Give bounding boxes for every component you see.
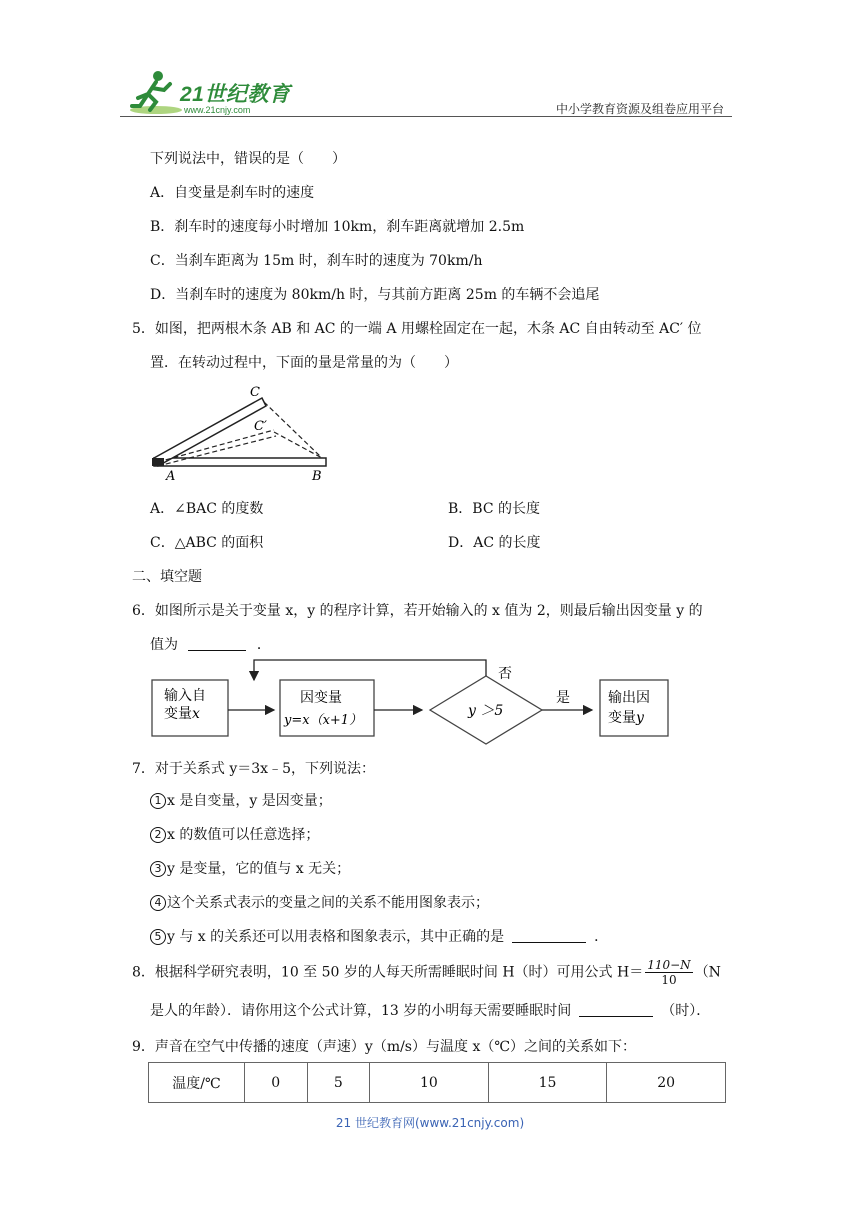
circle-number: 2 (150, 827, 166, 843)
flow-output-line2: 变量y (608, 710, 644, 726)
q8-formula-fraction: $\frac{110-N}{10}$ (647, 958, 691, 987)
q4-option-b: B．刹车时的速度每小时增加 10km，刹车距离就增加 2.5m (150, 219, 525, 235)
q5-text-line2: 置．在转动过程中，下面的量是常量的为（ ） (150, 355, 458, 371)
q6-answer-blank[interactable] (188, 637, 246, 651)
table-cell: 0 (245, 1063, 308, 1103)
table-cell: 15 (488, 1063, 607, 1103)
q6-flowchart (148, 658, 678, 748)
table-cell: 20 (607, 1063, 726, 1103)
q5-option-c: C．△ABC 的面积 (150, 535, 264, 551)
table-cell: 10 (370, 1063, 489, 1103)
platform-title: 中小学教育资源及组卷应用平台 (555, 102, 724, 116)
bolt-a (152, 458, 164, 466)
label-a: A (166, 469, 176, 484)
page-header (120, 60, 732, 122)
logo-url: www.21cnjy.com (184, 105, 251, 115)
table-cell: 5 (307, 1063, 370, 1103)
q4-option-d: D．当刹车时的速度为 80km/h 时，与其前方距离 25m 的车辆不会追尾 (150, 287, 600, 303)
q7-statement-1: 1 x 是自变量，y 是因变量； (150, 790, 332, 810)
circle-number: 1 (150, 793, 166, 809)
q8-answer-blank[interactable] (579, 1003, 653, 1017)
q6-text-line1: 6．如图所示是关于变量 x，y 的程序计算，若开始输入的 x 值为 2，则最后输出因变量 y 的 (132, 603, 703, 619)
flow-loop-arrow (254, 660, 486, 680)
flow-output-box (600, 680, 668, 736)
q7-statement-5: 5 y 与 x 的关系还可以用表格和图象表示，其中正确的是 ． (150, 926, 608, 946)
flow-yes-label: 是 (556, 690, 570, 706)
header-divider (120, 116, 732, 117)
q4-option-c: C．当刹车距离为 15m 时，刹车时的速度为 70km/h (150, 253, 483, 269)
logo-text: 21世纪教育 (180, 83, 291, 106)
flow-input-line1: 输入自 (164, 688, 206, 704)
label-b: B (312, 469, 322, 484)
q4-option-a: A．自变量是刹车时的速度 (150, 185, 315, 201)
circle-number: 3 (150, 861, 166, 877)
flow-no-label: 否 (498, 666, 512, 682)
q5-text-line1: 5．如图，把两根木条 AB 和 AC 的一端 A 用螺栓固定在一起，木条 AC 自由转动至 AC′ 位 (132, 321, 702, 337)
flow-condition-text: y ＞5 (468, 703, 504, 719)
logo (126, 68, 306, 120)
flow-output-line1: 输出因 (608, 690, 650, 706)
q5-option-a: A．∠BAC 的度数 (150, 501, 264, 517)
stick-ac (154, 398, 266, 466)
q7-statement-4: 4 这个关系式表示的变量之间的关系不能用图象表示； (150, 892, 489, 912)
q6-text-line2: 值为 ． (150, 637, 271, 653)
circle-number: 5 (150, 929, 166, 945)
flow-input-line2: 变量x (164, 706, 200, 722)
line-bc-prime (274, 432, 322, 458)
table-row (149, 1063, 726, 1103)
q7-answer-blank[interactable] (512, 929, 586, 943)
line-bc (264, 402, 322, 458)
runner-logo-icon (126, 68, 182, 118)
q5-wood-sticks-figure (146, 378, 336, 484)
q8-text-line2: 是人的年龄）．请你用这个公式计算，13 岁的小明每天需要睡眠时间 （时）． (150, 1003, 711, 1019)
q5-option-d: D．AC 的长度 (448, 535, 541, 551)
q7-statement-2: 2 x 的数值可以任意选择； (150, 824, 319, 844)
q5-option-b: B．BC 的长度 (448, 501, 540, 517)
flow-calc-line1: 因变量 (300, 690, 342, 706)
q8-text-line1: 8．根据科学研究表明，10 至 50 岁的人每天所需睡眠时间 H（时）可用公式 H＝ $\frac{110-N}{10}$ （N (132, 958, 721, 987)
label-c: C (250, 385, 260, 400)
q9-text-line1: 9．声音在空气中传播的速度（声速）y（m/s）与温度 x（℃）之间的关系如下： (132, 1039, 636, 1055)
stick-ab (154, 458, 326, 466)
table-cell: 温度/℃ (149, 1063, 245, 1103)
flow-calc-line2: y=x（x+1） (284, 713, 363, 728)
q7-statement-3: 3 y 是变量，它的值与 x 无关； (150, 858, 350, 878)
label-c-prime: C′ (254, 419, 267, 434)
section-title-fill-in: 二、填空题 (132, 569, 202, 585)
q9-temperature-table (148, 1062, 726, 1103)
page-footer: 21 世纪教育网(www.21cnjy.com) (335, 1116, 525, 1130)
q4-prompt: 下列说法中，错误的是（ ） (150, 151, 346, 167)
circle-number: 4 (150, 895, 166, 911)
q7-text-line1: 7．对于关系式 y＝3x﹣5，下列说法： (132, 761, 375, 777)
